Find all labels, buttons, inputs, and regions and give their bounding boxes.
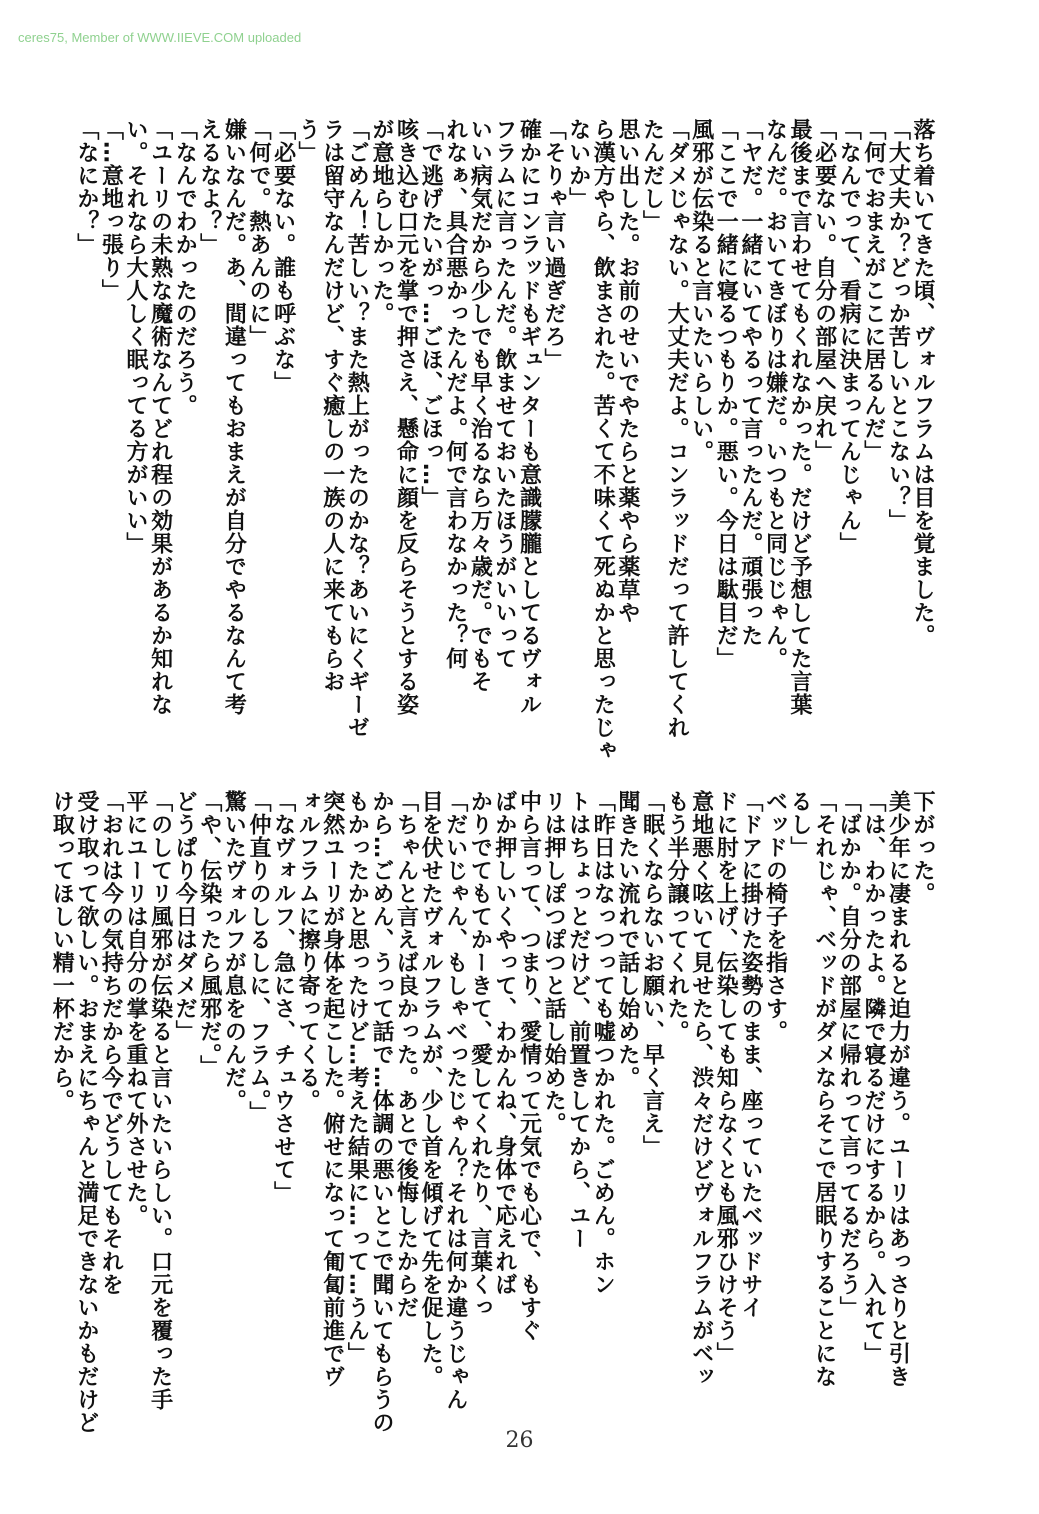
text-line: 「で逃げたいがっ…ごほ、ごほっ…」 <box>418 118 444 509</box>
watermark: ceres75, Member of WWW.IIEVE.COM uploaded <box>18 30 302 45</box>
text-line: るし」 <box>787 790 813 859</box>
text-line: け取ってほしい精一杯だから。 <box>49 790 75 1112</box>
text-line: う」 <box>295 118 321 164</box>
text-line: リは押しぽつぽつと話し始めた。 <box>541 790 567 1135</box>
text-line: 「昨日はなっつっても嘘つかれた。ごめん。ホン <box>590 790 616 1296</box>
text-line: 「ばかか。自分の部屋に帰れって言ってるだろう」 <box>836 790 862 1319</box>
text-line: もう半分譲ってくれた。 <box>664 790 690 1043</box>
text-line: 確かにコンラッドもギュンターも意識朦朧としてるヴォル <box>516 118 542 716</box>
text-line: 「だいじゃん、もしゃべったじゃん？それは何か違うじゃん <box>442 790 468 1411</box>
text-line: 「なんでわかったのだろう。 <box>172 118 198 417</box>
text-block-bottom <box>49 790 935 1434</box>
text-line: 意地悪く呟いて見せたら、渋々だけどヴォルフラムがベッ <box>688 790 714 1388</box>
text-line: 「それじゃ、ベッドがダメならそこで居眠りすることにな <box>811 790 837 1388</box>
text-line: から…ごめん、うって話で…体調の悪いとこで聞いてもらうの <box>368 790 394 1434</box>
text-line: い。それなら大人しく眠ってる方がいい」 <box>123 118 148 555</box>
text-line: ベッドの椅子を指さす。 <box>762 790 788 1043</box>
text-line: 「必要ない。自分の部屋へ戻れ」 <box>811 118 837 463</box>
text-line: 目を伏せたヴォルフラムが、少し首を傾げて先を促した。 <box>418 790 444 1388</box>
text-line: たんだし」 <box>639 118 665 233</box>
text-line: 突然ユーリが身体を起こした。俯せになって匍匐前進でヴ <box>319 790 345 1388</box>
text-line: ばか押しいくやって、わかんね、身体で応えれば <box>491 790 517 1296</box>
text-line: トはちょっとだけど、前置きしてから、ユー <box>565 790 591 1250</box>
text-line: ドに肘を上げ、伝染しても知らなくとも風邪ひけそう」 <box>713 790 739 1365</box>
text-line: 平にユーリは自分の掌を重ねて外させた。 <box>123 790 148 1227</box>
text-line: 「ユーリの未熟な魔術なんてどれ程の効果があるか知れな <box>147 118 173 716</box>
text-line: が意地らしかった。 <box>368 118 394 325</box>
text-line: ォルフラムに擦り寄ってくる。 <box>295 790 321 1112</box>
text-line: なんだ。おいてきぼりは嫌だ。いつもと同じじゃん。 <box>762 118 788 670</box>
text-line: 「ダメじゃない。大丈夫だよ。コンラッドだって許してくれ <box>664 118 690 739</box>
text-line: 「…意地っ張り」 <box>98 118 124 302</box>
text-line: ら漢方やら、飲まされた。苦くて不味くて死ぬかと思ったじゃ <box>590 118 616 762</box>
text-line: 「眠くならないお願い、早く言え」 <box>639 790 665 1158</box>
text-line: 「おれは今の気持ちだから今でどうしてもそれを <box>98 790 124 1296</box>
text-line: えるなよ？」 <box>196 118 222 256</box>
text-line: 「必要ない。誰も呼ぶな」 <box>270 118 296 394</box>
page-number: 26 <box>505 1428 534 1453</box>
text-line: どうぱり今日はダメだ」 <box>172 790 198 1043</box>
text-line: 最後まで言わせてもくれなかった。だけど予想してた言葉 <box>787 118 813 716</box>
text-line: 下がった。 <box>910 790 935 905</box>
text-line: フラムに言ったんだ。飲ませておいたほうがいいって <box>491 118 517 670</box>
text-line: 「なんでって、看病に決まってんじゃん」 <box>836 118 862 555</box>
text-line: 「大丈夫か？どっか苦しいとこない？」 <box>885 118 911 532</box>
text-line: 「何でおまえがここに居るんだ」 <box>860 118 886 463</box>
text-line: ないか」 <box>565 118 591 210</box>
text-block-top <box>73 118 935 762</box>
text-line: 「は、わかったよ。隣で寝るだけにするから。入れて」 <box>860 790 886 1365</box>
text-line: 「そりゃ言い過ぎだろ」 <box>541 118 567 371</box>
text-line: 「のしてリ風邪が伝染ると言いたいらしい。口元を覆った手 <box>147 790 173 1411</box>
text-line: 嫌いなんだ。あ、間違ってもおまえが自分でやるなんて考 <box>221 118 247 716</box>
text-line: いい病気だから少しでも早く治るなら万々歳だ。でもそ <box>467 118 493 693</box>
text-line: 「なにか？」 <box>73 118 99 256</box>
text-line: かりでてもてかーきて、愛してくれたり、言葉くっ <box>467 790 493 1319</box>
text-line: 聞きたい流れで話し始めた。 <box>614 790 640 1089</box>
text-line: 受け取って欲しい。おまえにちゃんと満足できないかもだけど <box>73 790 99 1434</box>
text-line: 驚いたヴォルフが息をのんだ。 <box>221 790 247 1112</box>
text-line: 「ドアに掛けた姿勢のまま、座っていたベッドサイ <box>737 790 763 1319</box>
text-line: 「や、伝染ったら風邪だ。」 <box>196 790 222 1078</box>
text-line: 「仲直りのしるしに、フラム。」 <box>245 790 271 1124</box>
text-line: 思い出した。お前のせいでやたらと薬やら薬草や <box>614 118 640 624</box>
text-line: 風邪が伝染ると言いたいらしい。 <box>688 118 714 463</box>
text-line: 「ヤだ。一緒にいてやるって言ったんだ。頑張った <box>737 118 763 647</box>
text-line: 美少年に凄まれると迫力が違う。ユーリはあっさりと引き <box>885 790 911 1388</box>
text-line: 「なヴォルフ、急にさ、チュウさせて」 <box>270 790 296 1204</box>
text-line: 「ここで一緒に寝るつもりか。悪い。今日は駄目だ」 <box>713 118 739 670</box>
text-line: 「ちゃんと言えば良かった。あとで後悔したからだ <box>393 790 419 1319</box>
text-line: 落ち着いてきた頃、ヴォルフラムは目を覚ました。 <box>910 118 935 647</box>
text-line: れなぁ、具合悪かったんだよ。何で言わなかった？何 <box>442 118 468 670</box>
text-line: 中ら言って、つまり、愛情って元気でも心で、もすぐ <box>516 790 542 1342</box>
text-line: もかったかと思ったけど…考えた結果に…って…うん」 <box>344 790 370 1365</box>
text-line: 咳き込む口元を掌で押さえ、懸命に顔を反らそうとする姿 <box>393 118 419 716</box>
text-line: 「何で。熱あんのに」 <box>245 118 271 348</box>
text-line: ラは留守なんだけど、すぐ癒しの一族の人に来てもらお <box>319 118 345 693</box>
text-line: 「ごめん！苦しい？また熱上がったのかな？あいにくギーゼ <box>344 118 370 739</box>
